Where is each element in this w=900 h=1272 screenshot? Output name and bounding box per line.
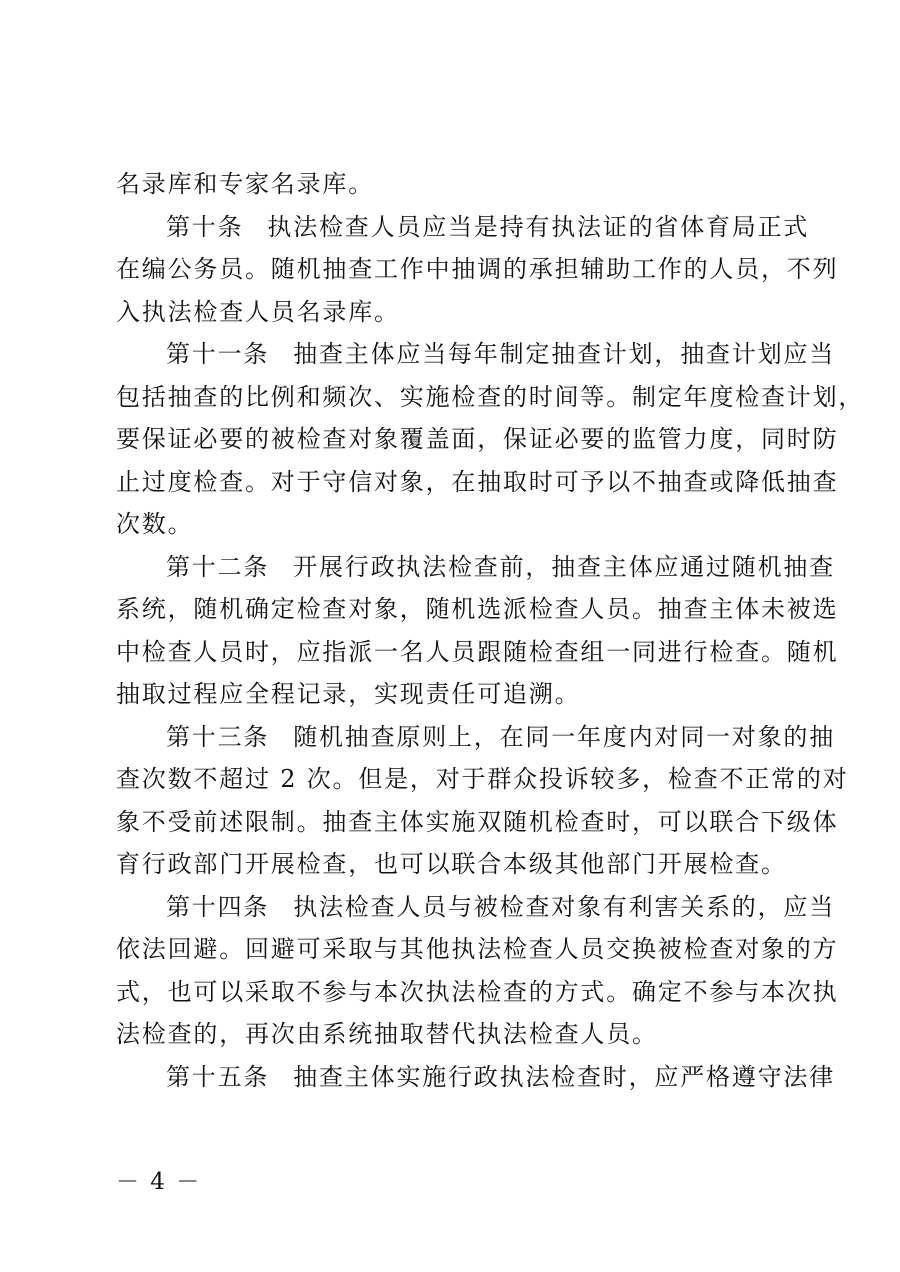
text-line (116, 503, 786, 546)
line-text: 止过度检查。对于守信对象，在抽取时可予以不抽查或降低抽查 (116, 467, 839, 496)
text-line (116, 631, 839, 674)
line-text: 中检查人员时，应指派一名人员跟随检查组一同进行检查。随机 (116, 637, 839, 666)
article-heading: 第十二条 (166, 552, 270, 581)
article-heading: 第十条 (166, 212, 244, 241)
article-first-line (116, 1056, 836, 1099)
article-first-line (116, 886, 836, 929)
line-text: 随机抽查原则上，在同一年度内对同一对象的抽 (293, 722, 836, 751)
article-first-line (116, 546, 836, 589)
line-text: 次数。 (116, 510, 194, 538)
line-text: 依法回避。回避可采取与其他执法检查人员交换被检查对象的方 (116, 935, 839, 963)
text-line (116, 1013, 786, 1056)
line-text: 包括抽查的比例和频次、实施检查的时间等。制定年度检查计划， (116, 382, 865, 411)
line-text: 抽查主体实施行政执法检查时，应严格遵守法律 (293, 1062, 836, 1091)
line-text: 执法检查人员应当是持有执法证的省体育局正式 (267, 212, 810, 241)
line-text: 查次数不超过 2 次。但是，对于群众投诉较多，检查不正常的对 (116, 765, 849, 793)
text-line (116, 843, 786, 886)
line-text: 象不受前述限制。抽查主体实施双随机检查时，可以联合下级体 (116, 807, 839, 836)
line-text: 要保证必要的被检查对象覆盖面，保证必要的监管力度，同时防 (116, 425, 839, 453)
line-text: 在编公务员。随机抽查工作中抽调的承担辅助工作的人员，不列 (116, 255, 839, 283)
line-text: 执法检查人员与被检查对象有利害关系的，应当 (293, 892, 836, 921)
text-line (116, 291, 786, 334)
line-text: 育行政部门开展检查，也可以联合本级其他部门开展检查。 (116, 850, 787, 878)
text-line (116, 376, 865, 419)
page-number: － 4 － (116, 1169, 202, 1195)
line-text: 法检查的，再次由系统抽取替代执法检查人员。 (116, 1020, 658, 1048)
article-heading: 第十一条 (166, 340, 270, 368)
text-line (116, 588, 839, 631)
text-line (116, 928, 839, 971)
article-first-line (116, 333, 836, 376)
line-text: 式，也可以采取不参与本次执法检查的方式。确定不参与本次执 (116, 977, 839, 1006)
text-line (116, 801, 839, 844)
article-first-line (116, 206, 810, 249)
text-line (116, 163, 786, 206)
line-text: 抽取过程应全程记录，实现责任可追溯。 (116, 680, 581, 708)
line-text: 入执法检查人员名录库。 (116, 297, 400, 326)
text-line (116, 758, 849, 801)
article-first-line (116, 716, 836, 759)
line-text: 名录库和专家名录库。 (116, 170, 374, 198)
line-text: 开展行政执法检查前，抽查主体应通过随机抽查 (293, 552, 836, 581)
line-text: 抽查主体应当每年制定抽查计划，抽查计划应当 (293, 340, 836, 368)
text-line (116, 971, 839, 1014)
body-text (116, 163, 865, 1098)
text-line (116, 673, 786, 716)
article-heading: 第十五条 (166, 1062, 270, 1091)
line-text: 系统，随机确定检查对象，随机选派检查人员。抽查主体未被选 (116, 595, 839, 623)
article-heading: 第十四条 (166, 892, 270, 921)
article-heading: 第十三条 (166, 722, 270, 751)
text-line (116, 461, 839, 504)
text-line (116, 418, 839, 461)
text-line (116, 248, 839, 291)
